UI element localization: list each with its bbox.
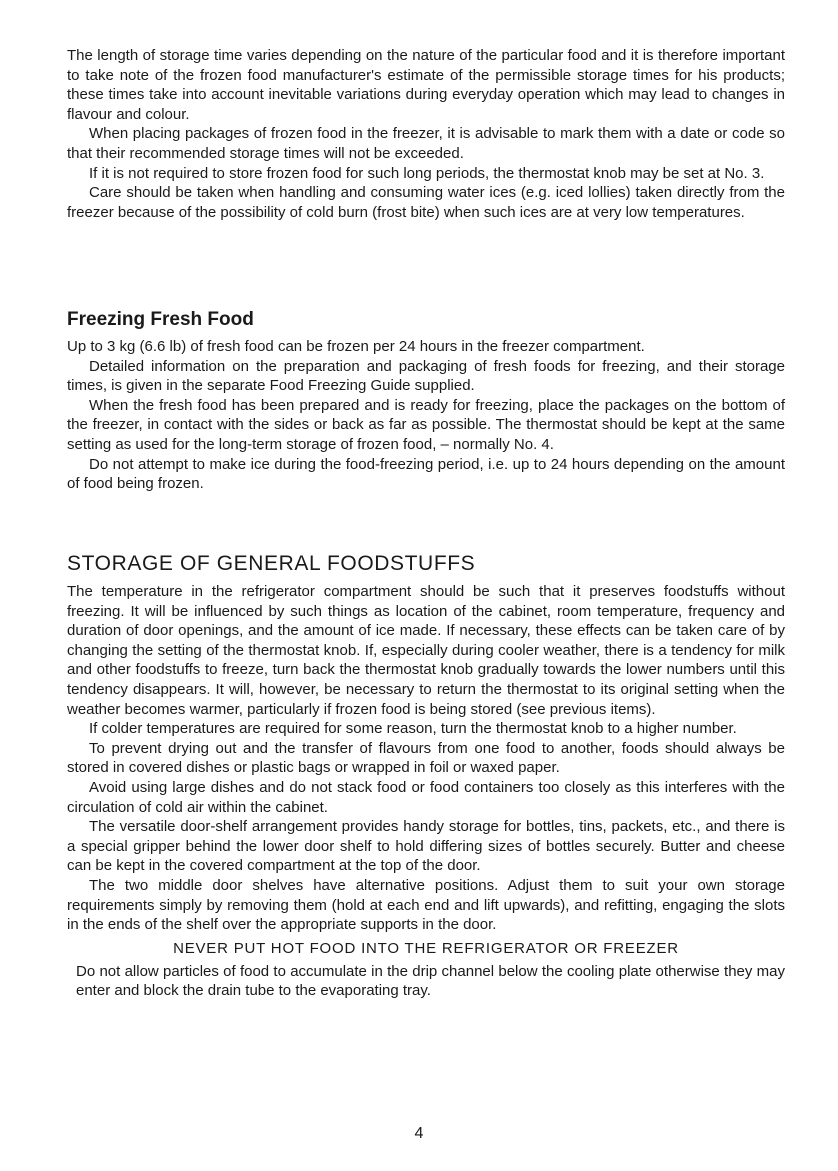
paragraph: The two middle door shelves have alternative positions. Adjust them to suit your own storage requirements simply by removing them (hold at each end and lift upwards), and refitting, engaging the slots in the ends of the shelf over the appropriate supports in the door. — [67, 876, 785, 934]
paragraph: When placing packages of frozen food in the freezer, it is advisable to mark them with a date or code so that their recommended storage times will not be exceeded. — [67, 125, 785, 162]
section-heading: Freezing Fresh Food — [67, 309, 254, 330]
paragraph: When the fresh food has been prepared and is ready for freezing, place the packages on the bottom of the freezer, in contact with the sides or back as far as possible. The thermostat should be kept at the same setting as used for the long-term storage of frozen food, – normally No. 4. — [67, 396, 785, 453]
paragraph: If it is not required to store frozen food for such long periods, the thermostat knob may be set at No. 3. — [89, 164, 765, 182]
paragraph: Detailed information on the preparation and packaging of fresh foods for freezing, and their storage times, is given in the separate Food Freezing Guide supplied. — [67, 357, 785, 395]
warning-notice: NEVER PUT HOT FOOD INTO THE REFRIGERATOR OR FREEZER — [173, 939, 679, 957]
paragraph: If colder temperatures are required for some reason, turn the thermostat knob to a higher number. — [89, 720, 737, 738]
freezing-fresh-food-section — [67, 308, 785, 494]
page-number: 4 — [414, 1125, 424, 1142]
paragraph: Up to 3 kg (6.6 lb) of fresh food can be frozen per 24 hours in the freezer compartment. — [67, 338, 645, 355]
paragraph: The length of storage time varies depending on the nature of the particular food and it is therefore important to take note of the frozen food manufacturer's estimate of the permissible storage times for his products; these times take into account inevitable variations during everyday operation which may lead to changes in flavour and colour. — [67, 47, 785, 123]
paragraph: Do not allow particles of food to accumulate in the drip channel below the cooling plate otherwise they may enter and block the drain tube to the evaporating tray. — [76, 962, 785, 1000]
storage-times-section — [67, 46, 785, 222]
paragraph: Care should be taken when handling and consuming water ices (e.g. iced lollies) taken directly from the freezer because of the possibility of cold burn (frost bite) when such ices are at very low temperatures. — [67, 184, 785, 221]
storage-general-foodstuffs-section — [67, 551, 785, 1001]
paragraph: Do not attempt to make ice during the food-freezing period, i.e. up to 24 hours depending on the amount of food being frozen. — [67, 455, 785, 493]
paragraph: To prevent drying out and the transfer of flavours from one food to another, foods should always be stored in covered dishes or plastic bags or wrapped in foil or waxed paper. — [67, 739, 785, 777]
paragraph: Avoid using large dishes and do not stack food or food containers too closely as this interferes with the circulation of cold air within the cabinet. — [67, 778, 785, 816]
paragraph: The versatile door-shelf arrangement provides handy storage for bottles, tins, packets, etc., and there is a special gripper behind the lower door shelf to hold differing sizes of bottles securely. Butter and cheese can be kept in the covered compartment at the top of the door. — [67, 818, 785, 875]
paragraph: The temperature in the refrigerator compartment should be such that it preserves foodstuffs without freezing. It will be influenced by such things as location of the cabinet, room temperature, frequency and duration of door openings, and the amount of ice made. If necessary, these effects can be taken care of by changing the setting of the thermostat knob. If, especially during cooler weather, there is a tendency for milk and other foodstuffs to freeze, turn back the thermostat knob gradually towards the lower numbers until this tendency disappears. It will, however, be necessary to return the thermostat to its original setting when the weather becomes warmer, particularly if frozen food is being stored (see previous items). — [67, 583, 785, 718]
section-heading: STORAGE OF GENERAL FOODSTUFFS — [67, 552, 476, 575]
